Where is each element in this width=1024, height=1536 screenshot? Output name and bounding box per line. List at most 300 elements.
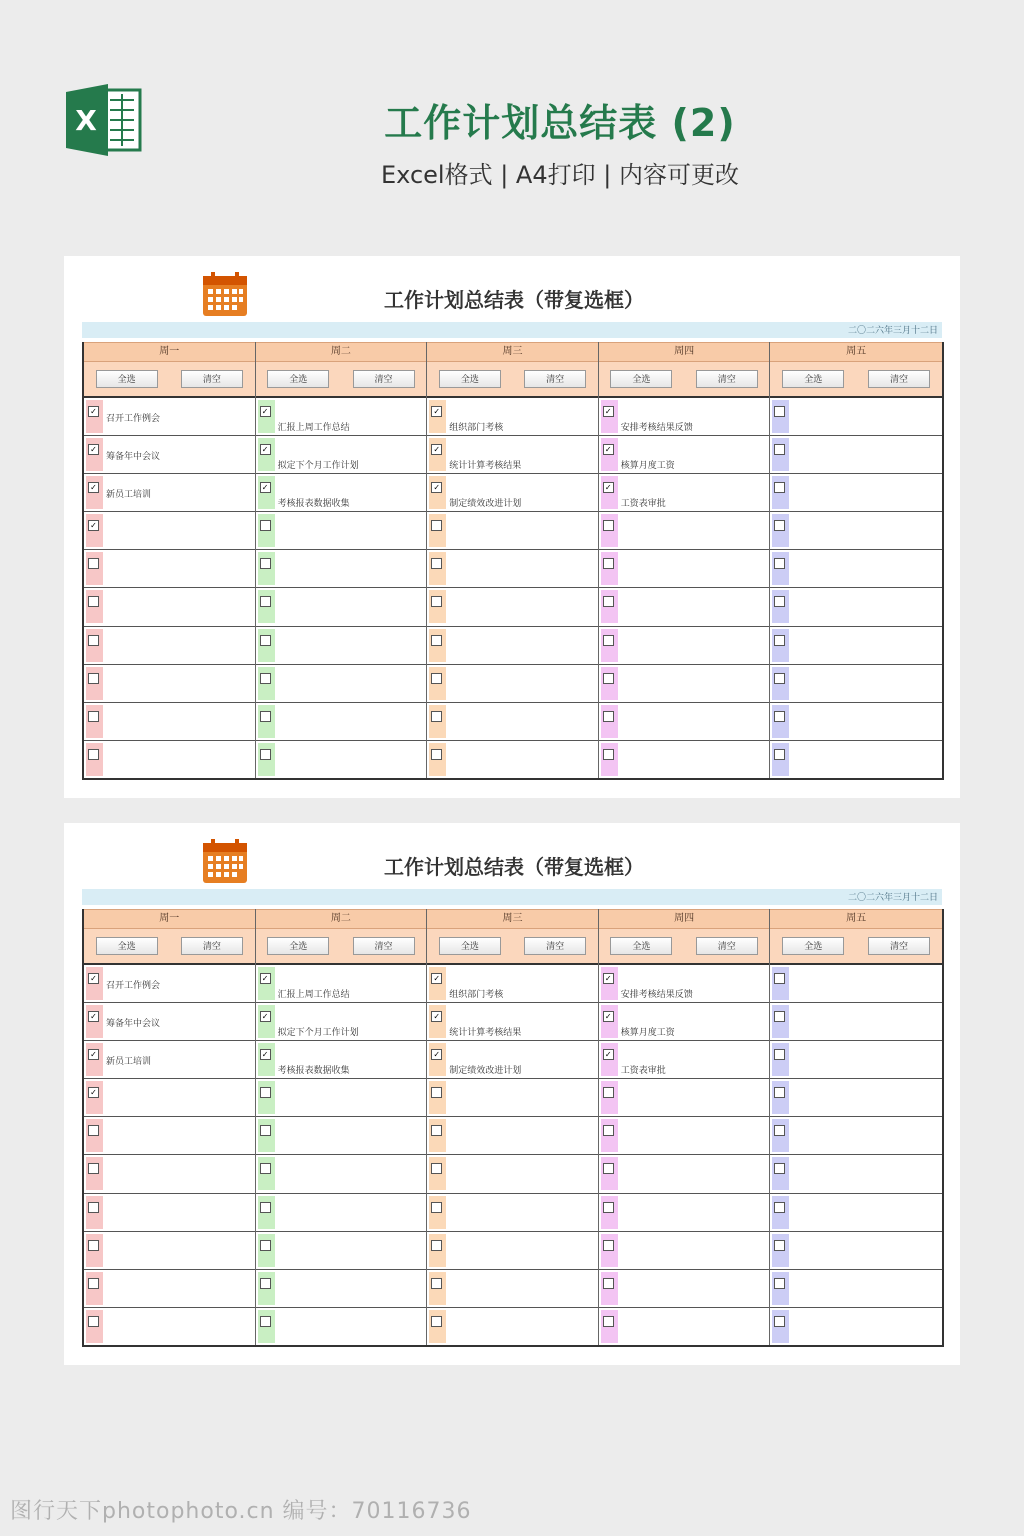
checkbox-strip — [258, 476, 275, 509]
checkbox-strip — [258, 1310, 275, 1343]
task-row — [427, 1194, 598, 1232]
task-row — [770, 1003, 942, 1041]
task-row — [427, 1232, 598, 1270]
task-row — [770, 1041, 942, 1079]
checkbox-strip — [772, 667, 789, 700]
checkbox-strip — [601, 590, 618, 623]
task-checkbox[interactable] — [603, 520, 614, 531]
checkbox-strip — [86, 400, 103, 433]
task-text: 安排考核结果反馈 — [620, 990, 693, 1000]
task-checkbox[interactable]: ✓ — [603, 1049, 614, 1060]
checkbox-strip — [429, 1119, 446, 1152]
task-checkbox[interactable]: ✓ — [260, 444, 271, 455]
task-checkbox[interactable] — [431, 673, 442, 684]
task-checkbox[interactable]: ✓ — [260, 973, 271, 984]
task-row — [256, 512, 427, 550]
task-row — [84, 1232, 255, 1270]
task-checkbox[interactable] — [260, 1087, 271, 1098]
checkbox-strip — [258, 1005, 275, 1038]
task-checkbox[interactable] — [260, 1163, 271, 1174]
checkbox-strip — [258, 629, 275, 662]
task-text: 统计计算考核结果 — [449, 1028, 522, 1039]
task-checkbox[interactable] — [603, 1240, 614, 1251]
checkbox-strip — [86, 552, 103, 585]
task-checkbox[interactable]: ✓ — [88, 406, 99, 417]
checkbox-strip — [86, 1196, 103, 1229]
task-checkbox[interactable] — [88, 1125, 99, 1136]
task-checkbox[interactable] — [260, 1202, 271, 1213]
checkbox-strip — [258, 438, 275, 471]
task-row — [770, 703, 942, 741]
task-checkbox[interactable] — [88, 711, 99, 722]
task-checkbox[interactable]: ✓ — [88, 482, 99, 493]
task-checkbox[interactable] — [603, 1316, 614, 1327]
task-checkbox[interactable] — [774, 711, 785, 722]
task-text: 核算月度工资 — [620, 1028, 675, 1039]
task-checkbox[interactable] — [774, 482, 785, 493]
task-checkbox[interactable] — [260, 749, 271, 760]
task-checkbox[interactable] — [260, 1240, 271, 1251]
checkbox-strip — [772, 514, 789, 547]
task-row — [427, 436, 598, 474]
task-checkbox[interactable] — [774, 1049, 785, 1060]
task-row — [599, 1270, 770, 1308]
checkbox-strip — [86, 667, 103, 700]
sheet-date: 二〇二六年三月十二日 — [847, 893, 938, 903]
checkbox-strip — [772, 743, 789, 776]
checkbox-strip — [772, 590, 789, 623]
task-checkbox[interactable] — [431, 596, 442, 607]
day-column — [84, 342, 256, 778]
task-checkbox[interactable] — [88, 558, 99, 569]
task-row — [599, 1079, 770, 1117]
task-row — [599, 1308, 770, 1345]
task-checkbox[interactable] — [260, 1125, 271, 1136]
task-row — [427, 665, 598, 703]
task-row — [599, 1194, 770, 1232]
task-row — [84, 398, 255, 436]
task-row — [770, 398, 942, 436]
task-checkbox[interactable] — [260, 635, 271, 646]
checkbox-strip — [772, 1234, 789, 1267]
task-checkbox[interactable] — [431, 635, 442, 646]
task-row — [599, 474, 770, 512]
task-checkbox[interactable] — [88, 1278, 99, 1289]
task-row — [256, 1003, 427, 1041]
task-checkbox[interactable] — [603, 1087, 614, 1098]
task-row — [599, 512, 770, 550]
day-column — [599, 909, 771, 1345]
task-checkbox[interactable] — [774, 596, 785, 607]
checkbox-strip — [429, 1196, 446, 1229]
task-checkbox[interactable]: ✓ — [260, 406, 271, 417]
select-all-button[interactable]: 全选 — [96, 937, 158, 955]
checkbox-strip — [772, 1157, 789, 1190]
clear-button[interactable]: 清空 — [868, 370, 930, 388]
checkbox-strip — [601, 1310, 618, 1343]
task-row — [84, 512, 255, 550]
select-all-button[interactable]: 全选 — [439, 937, 501, 955]
checkbox-strip — [601, 1005, 618, 1038]
task-row — [256, 398, 427, 436]
task-checkbox[interactable] — [431, 1087, 442, 1098]
task-checkbox[interactable] — [603, 1202, 614, 1213]
clear-button[interactable]: 清空 — [353, 370, 415, 388]
task-checkbox[interactable] — [774, 1125, 785, 1136]
checkbox-strip — [429, 705, 446, 738]
task-checkbox[interactable] — [774, 1202, 785, 1213]
checkbox-strip — [429, 629, 446, 662]
task-checkbox[interactable]: ✓ — [603, 973, 614, 984]
task-checkbox[interactable] — [88, 1202, 99, 1213]
task-checkbox[interactable] — [774, 1278, 785, 1289]
task-row — [84, 1308, 255, 1345]
checkbox-strip — [258, 590, 275, 623]
task-checkbox[interactable] — [88, 596, 99, 607]
checkbox-strip — [86, 1119, 103, 1152]
select-all-button[interactable]: 全选 — [610, 937, 672, 955]
day-header: 周五 — [770, 909, 942, 929]
task-checkbox[interactable]: ✓ — [431, 973, 442, 984]
task-row — [427, 1308, 598, 1345]
task-row — [599, 1232, 770, 1270]
task-checkbox[interactable] — [774, 635, 785, 646]
task-row — [599, 1003, 770, 1041]
task-checkbox[interactable]: ✓ — [88, 444, 99, 455]
checkbox-strip — [601, 629, 618, 662]
select-all-button[interactable]: 全选 — [782, 937, 844, 955]
checkbox-strip — [601, 1043, 618, 1076]
checkbox-strip — [86, 705, 103, 738]
task-checkbox[interactable] — [774, 1163, 785, 1174]
task-checkbox[interactable] — [603, 673, 614, 684]
task-text: 考核报表数据收集 — [277, 1066, 350, 1077]
clear-button[interactable]: 清空 — [868, 937, 930, 955]
task-checkbox[interactable] — [774, 444, 785, 455]
checkbox-strip — [601, 1234, 618, 1267]
task-text: 制定绩效改进计划 — [449, 1066, 522, 1077]
task-row — [599, 550, 770, 588]
clear-button[interactable]: 清空 — [524, 937, 586, 955]
task-checkbox[interactable]: ✓ — [431, 1049, 442, 1060]
checkbox-strip — [86, 1157, 103, 1190]
task-row — [770, 1308, 942, 1345]
clear-button[interactable]: 清空 — [524, 370, 586, 388]
select-all-button[interactable]: 全选 — [96, 370, 158, 388]
task-row — [770, 627, 942, 665]
day-column — [256, 342, 428, 778]
task-row — [427, 1079, 598, 1117]
task-checkbox[interactable] — [774, 558, 785, 569]
task-checkbox[interactable]: ✓ — [431, 1011, 442, 1022]
checkbox-strip — [258, 1272, 275, 1305]
task-row — [256, 965, 427, 1003]
button-row — [599, 362, 770, 398]
checkbox-strip — [86, 590, 103, 623]
task-checkbox[interactable] — [260, 711, 271, 722]
task-row — [256, 627, 427, 665]
checkbox-strip — [772, 705, 789, 738]
select-all-button[interactable]: 全选 — [439, 370, 501, 388]
checkbox-strip — [772, 1005, 789, 1038]
task-row — [256, 1117, 427, 1155]
select-all-button[interactable]: 全选 — [267, 370, 329, 388]
page-subtitle: Excel格式 | A4打印 | 内容可更改 — [381, 161, 739, 189]
checkbox-strip — [429, 743, 446, 776]
task-row — [256, 1308, 427, 1345]
checkbox-strip — [258, 743, 275, 776]
watermark: 图行天下photophoto.cn 编号：70116736 — [10, 1499, 472, 1524]
task-checkbox[interactable] — [260, 520, 271, 531]
sheet-preview-1 — [64, 256, 960, 798]
checkbox-strip — [429, 1234, 446, 1267]
checkbox-strip — [86, 1081, 103, 1114]
task-row — [770, 550, 942, 588]
button-row — [427, 362, 598, 398]
task-row — [599, 703, 770, 741]
task-checkbox[interactable] — [88, 1240, 99, 1251]
checkbox-strip — [601, 1119, 618, 1152]
day-header: 周一 — [84, 909, 255, 929]
task-checkbox[interactable] — [260, 596, 271, 607]
day-header: 周四 — [599, 342, 770, 362]
task-checkbox[interactable]: ✓ — [260, 1049, 271, 1060]
task-row — [84, 703, 255, 741]
checkbox-strip — [429, 400, 446, 433]
checkbox-strip — [601, 667, 618, 700]
select-all-button[interactable]: 全选 — [610, 370, 672, 388]
task-checkbox[interactable] — [774, 1240, 785, 1251]
day-column — [770, 342, 942, 778]
task-checkbox[interactable] — [603, 1278, 614, 1289]
task-row — [599, 1155, 770, 1193]
task-row — [427, 398, 598, 436]
checkbox-strip — [86, 1234, 103, 1267]
calendar-icon — [202, 272, 248, 318]
checkbox-strip — [86, 1043, 103, 1076]
task-row — [427, 1270, 598, 1308]
date-bar — [82, 322, 942, 338]
checkbox-strip — [86, 438, 103, 471]
calendar-icon — [202, 839, 248, 885]
checkbox-strip — [86, 967, 103, 1000]
task-checkbox[interactable] — [88, 673, 99, 684]
task-row — [84, 1079, 255, 1117]
task-text: 新员工培训 — [106, 490, 152, 501]
button-row — [256, 362, 427, 398]
task-row — [770, 665, 942, 703]
task-row — [427, 965, 598, 1003]
checkbox-strip — [429, 1081, 446, 1114]
button-row — [256, 929, 427, 965]
clear-button[interactable]: 清空 — [181, 370, 243, 388]
task-row — [256, 1232, 427, 1270]
task-text: 筹备年中会议 — [106, 452, 161, 463]
task-checkbox[interactable]: ✓ — [603, 482, 614, 493]
task-checkbox[interactable] — [431, 1125, 442, 1136]
task-checkbox[interactable]: ✓ — [431, 444, 442, 455]
task-row — [770, 474, 942, 512]
task-checkbox[interactable] — [431, 520, 442, 531]
task-checkbox[interactable] — [774, 1087, 785, 1098]
day-header: 周五 — [770, 342, 942, 362]
task-row — [599, 436, 770, 474]
task-row — [84, 965, 255, 1003]
checkbox-strip — [601, 705, 618, 738]
task-row — [770, 1117, 942, 1155]
task-checkbox[interactable]: ✓ — [88, 1011, 99, 1022]
task-row — [256, 1041, 427, 1079]
task-checkbox[interactable] — [431, 1240, 442, 1251]
checkbox-strip — [258, 705, 275, 738]
checkbox-strip — [86, 629, 103, 662]
task-checkbox[interactable] — [431, 711, 442, 722]
checkbox-strip — [258, 1157, 275, 1190]
button-row — [427, 929, 598, 965]
task-checkbox[interactable] — [774, 1316, 785, 1327]
task-checkbox[interactable] — [260, 1278, 271, 1289]
checkbox-strip — [258, 400, 275, 433]
checkbox-strip — [86, 743, 103, 776]
clear-button[interactable]: 清空 — [181, 937, 243, 955]
checkbox-strip — [601, 1157, 618, 1190]
sheet-date: 二〇二六年三月十二日 — [847, 326, 938, 336]
task-row — [770, 1155, 942, 1193]
task-checkbox[interactable] — [603, 749, 614, 760]
sheet-title: 工作计划总结表（带复选框） — [384, 855, 644, 879]
checkbox-strip — [429, 590, 446, 623]
weekly-task-grid — [82, 909, 944, 1347]
checkbox-strip — [601, 1196, 618, 1229]
task-checkbox[interactable]: ✓ — [603, 1011, 614, 1022]
task-checkbox[interactable] — [603, 596, 614, 607]
task-checkbox[interactable] — [774, 973, 785, 984]
task-row — [84, 588, 255, 626]
page-header — [0, 0, 1024, 230]
task-checkbox[interactable]: ✓ — [260, 1011, 271, 1022]
task-checkbox[interactable] — [88, 1316, 99, 1327]
page-title: 工作计划总结表 (2) — [384, 101, 736, 145]
task-checkbox[interactable] — [774, 673, 785, 684]
task-text: 统计计算考核结果 — [449, 461, 522, 472]
task-checkbox[interactable] — [431, 1278, 442, 1289]
sheet-preview-2 — [64, 823, 960, 1365]
task-checkbox[interactable] — [431, 1202, 442, 1213]
task-row — [84, 1003, 255, 1041]
task-row — [770, 512, 942, 550]
task-checkbox[interactable] — [260, 673, 271, 684]
task-row — [84, 627, 255, 665]
task-checkbox[interactable] — [431, 1316, 442, 1327]
checkbox-strip — [429, 552, 446, 585]
task-checkbox[interactable] — [603, 711, 614, 722]
task-checkbox[interactable] — [774, 406, 785, 417]
task-checkbox[interactable] — [88, 749, 99, 760]
task-row — [770, 965, 942, 1003]
task-checkbox[interactable] — [88, 1163, 99, 1174]
checkbox-strip — [772, 1196, 789, 1229]
checkbox-strip — [601, 438, 618, 471]
task-text: 安排考核结果反馈 — [620, 423, 693, 433]
checkbox-strip — [772, 400, 789, 433]
task-row — [84, 474, 255, 512]
day-header: 周三 — [427, 909, 598, 929]
task-checkbox[interactable]: ✓ — [260, 482, 271, 493]
task-row — [599, 398, 770, 436]
task-checkbox[interactable]: ✓ — [88, 1049, 99, 1060]
day-column — [84, 909, 256, 1345]
task-row — [84, 1041, 255, 1079]
task-row — [84, 1155, 255, 1193]
checkbox-strip — [601, 552, 618, 585]
checkbox-strip — [429, 1272, 446, 1305]
task-row — [427, 627, 598, 665]
clear-button[interactable]: 清空 — [353, 937, 415, 955]
task-checkbox[interactable] — [431, 1163, 442, 1174]
task-checkbox[interactable] — [603, 558, 614, 569]
day-header: 周一 — [84, 342, 255, 362]
task-text: 汇报上周工作总结 — [277, 990, 350, 1000]
task-checkbox[interactable]: ✓ — [603, 444, 614, 455]
task-row — [256, 436, 427, 474]
task-checkbox[interactable] — [603, 1125, 614, 1136]
task-checkbox[interactable] — [260, 1316, 271, 1327]
select-all-button[interactable]: 全选 — [267, 937, 329, 955]
task-row — [256, 1079, 427, 1117]
day-column — [427, 342, 599, 778]
task-text: 考核报表数据收集 — [277, 499, 350, 510]
checkbox-strip — [258, 1196, 275, 1229]
task-checkbox[interactable] — [774, 749, 785, 760]
task-checkbox[interactable]: ✓ — [88, 520, 99, 531]
task-checkbox[interactable]: ✓ — [88, 1087, 99, 1098]
task-checkbox[interactable]: ✓ — [603, 406, 614, 417]
checkbox-strip — [429, 1005, 446, 1038]
task-checkbox[interactable] — [603, 635, 614, 646]
excel-icon-letter: X — [75, 104, 97, 137]
clear-button[interactable]: 清空 — [696, 937, 758, 955]
day-column — [599, 342, 771, 778]
clear-button[interactable]: 清空 — [696, 370, 758, 388]
task-row — [256, 665, 427, 703]
task-checkbox[interactable] — [603, 1163, 614, 1174]
task-checkbox[interactable] — [88, 635, 99, 646]
button-row — [84, 929, 255, 965]
button-row — [770, 362, 942, 398]
checkbox-strip — [772, 629, 789, 662]
task-row — [256, 1270, 427, 1308]
task-checkbox[interactable]: ✓ — [88, 973, 99, 984]
date-bar — [82, 889, 942, 905]
task-row — [427, 1155, 598, 1193]
task-checkbox[interactable] — [431, 749, 442, 760]
checkbox-strip — [772, 1081, 789, 1114]
checkbox-strip — [429, 476, 446, 509]
task-text: 汇报上周工作总结 — [277, 423, 350, 433]
task-row — [84, 741, 255, 778]
task-row — [84, 665, 255, 703]
task-text: 制定绩效改进计划 — [449, 499, 522, 510]
task-checkbox[interactable]: ✓ — [431, 406, 442, 417]
task-checkbox[interactable] — [774, 1011, 785, 1022]
task-checkbox[interactable] — [431, 558, 442, 569]
task-row — [770, 1079, 942, 1117]
task-checkbox[interactable] — [260, 558, 271, 569]
task-checkbox[interactable] — [774, 520, 785, 531]
select-all-button[interactable]: 全选 — [782, 370, 844, 388]
task-checkbox[interactable]: ✓ — [431, 482, 442, 493]
checkbox-strip — [258, 967, 275, 1000]
